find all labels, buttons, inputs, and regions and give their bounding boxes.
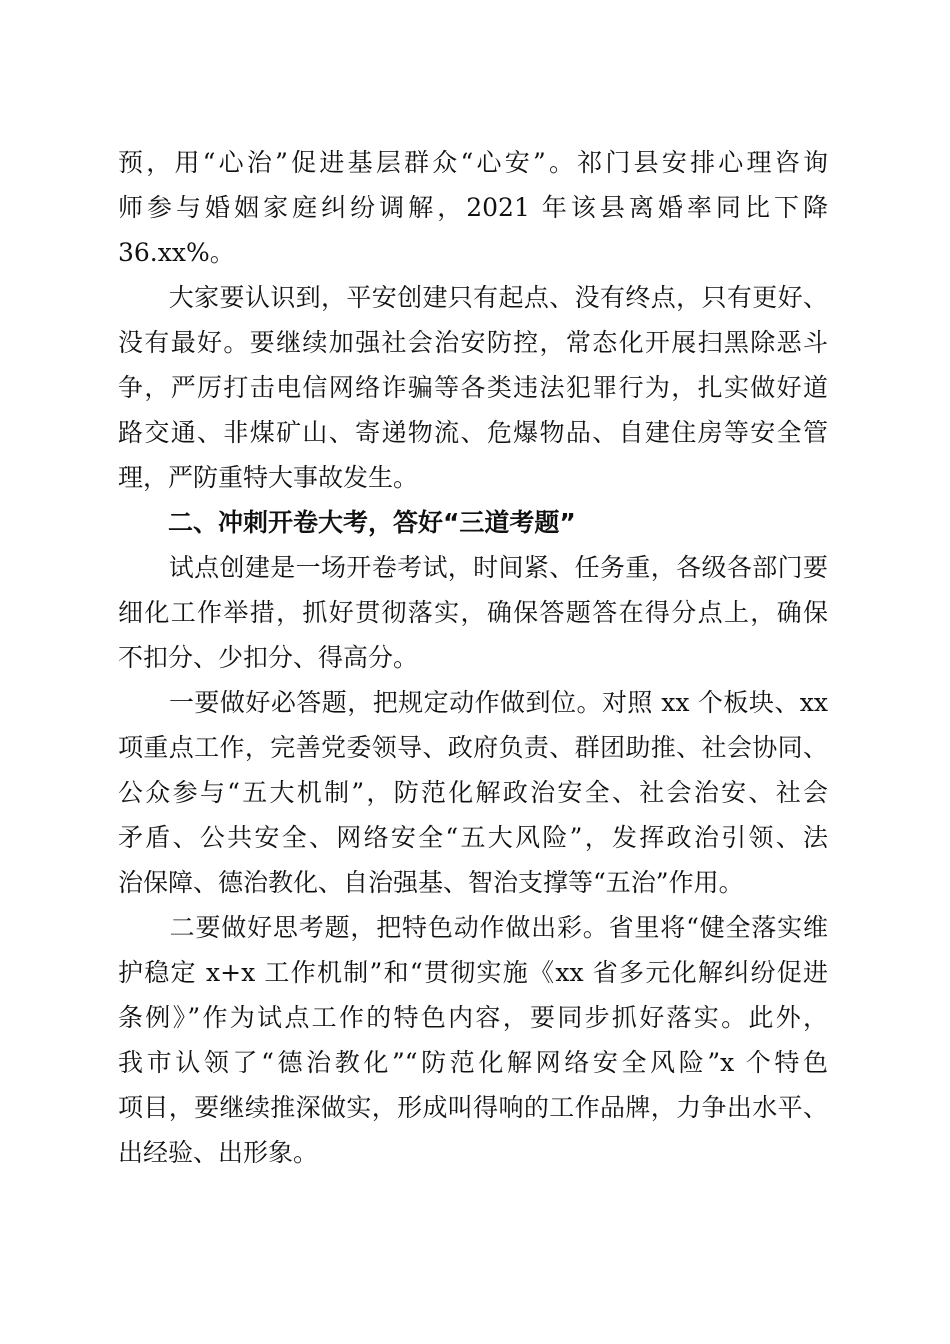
- text-line: 项重点工作，完善党委领导、政府负责、群团助推、社会协同、: [118, 733, 828, 762]
- text-line: 细化工作举措，抓好贯彻落实，确保答题答在得分点上，确保: [118, 598, 828, 627]
- paragraph-intro-continuation: [118, 140, 828, 275]
- text-line: 我市认领了“德治教化”“防范化解网络安全风险”x 个特色: [118, 1048, 828, 1077]
- paragraph-thinking-questions: [118, 905, 828, 1175]
- text-line: 争，严厉打击电信网络诈骗等各类违法犯罪行为，扎实做好道: [118, 373, 828, 402]
- text-line: 条例》”作为试点工作的特色内容，要同步抓好落实。此外，: [118, 1003, 828, 1032]
- text-line: 矛盾、公共安全、网络安全“五大风险”，发挥政治引领、法: [118, 823, 828, 852]
- text-line: 一要做好必答题，把规定动作做到位。对照 xx 个板块、xx: [118, 688, 828, 717]
- document-body: [118, 140, 828, 1175]
- section-heading-text: 二、冲刺开卷大考，答好“三道考题”: [118, 508, 576, 537]
- text-line: 公众参与“五大机制”，防范化解政治安全、社会治安、社会: [118, 778, 828, 807]
- paragraph-open-book-exam: [118, 545, 828, 680]
- section-heading: [118, 500, 828, 545]
- text-line: 预，用“心治”促进基层群众“心安”。祁门县安排心理咨询: [118, 148, 828, 177]
- text-line: 路交通、非煤矿山、寄递物流、危爆物品、自建住房等安全管: [118, 418, 828, 447]
- text-line: 36.xx%。: [118, 238, 235, 267]
- paragraph-safety-building: [118, 275, 828, 500]
- text-line: 护稳定 x+x 工作机制”和“贯彻实施《xx 省多元化解纠纷促进: [118, 958, 828, 987]
- text-line: 试点创建是一场开卷考试，时间紧、任务重，各级各部门要: [118, 553, 828, 582]
- text-line: 理，严防重特大事故发生。: [118, 463, 419, 492]
- text-line: 出经验、出形象。: [118, 1138, 319, 1167]
- paragraph-required-questions: [118, 680, 828, 905]
- text-line: 没有最好。要继续加强社会治安防控，常态化开展扫黑除恶斗: [118, 328, 828, 357]
- text-line: 师参与婚姻家庭纠纷调解，2021 年该县离婚率同比下降: [118, 193, 828, 222]
- text-line: 治保障、德治教化、自治强基、智治支撑等“五治”作用。: [118, 868, 744, 897]
- text-line: 不扣分、少扣分、得高分。: [118, 643, 419, 672]
- text-line: 大家要认识到，平安创建只有起点、没有终点，只有更好、: [118, 283, 828, 312]
- text-line: 项目，要继续推深做实，形成叫得响的工作品牌，力争出水平、: [118, 1093, 828, 1122]
- text-line: 二要做好思考题，把特色动作做出彩。省里将“健全落实维: [118, 913, 828, 942]
